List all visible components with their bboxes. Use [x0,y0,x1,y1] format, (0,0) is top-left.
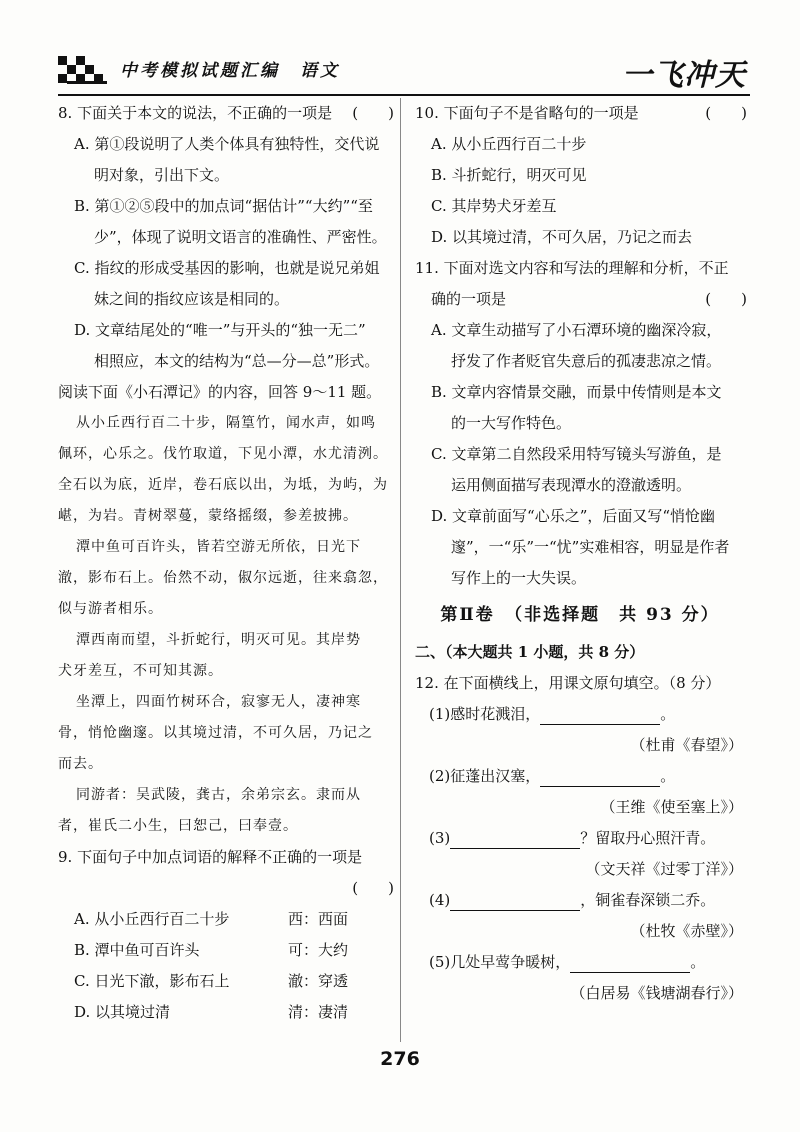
passage-line: 嵁，为岩。青树翠蔓，蒙络摇缀，参差披拂。 [58,508,358,524]
column-divider [400,98,401,1042]
q8-stem: 8. 下面关于本文的说法，不正确的一项是 ( ) [50,98,400,129]
fill-item: (1)感时花溅泪， 。 [429,705,676,723]
passage-line: 澈，影布石上。佁然不动，俶尔远逝，往来翕忽， [58,570,388,586]
passage-line: 同游者：吴武陵，龚古，余弟宗玄。隶而从 [76,787,361,803]
q8-option-d-cont: 相照应，本文的结构为“总—分—总”形式。 [94,352,380,370]
q9-option-b: B. 潭中鱼可百许头 可：大约 [50,935,400,966]
q8-option-b: B. 第①②⑤段中的加点词“据估计”“大约”“至 [74,197,373,215]
q9-gloss: 澈：穿透 [288,972,349,990]
q10-option-a: A. 从小丘西行百二十步 [431,135,587,153]
answer-paren: ( ) [705,104,747,122]
answer-blank[interactable] [570,954,690,973]
fill-item: (3) ？留取丹心照汗青。 [429,829,716,847]
reading-intro: 阅读下面《小石潭记》的内容，回答 9～11 题。 [58,383,382,401]
passage-line: 潭中鱼可百许头，皆若空游无所依，日光下 [76,539,361,555]
q10-option-d: D. 以其境过清，不可久居，乃记之而去 [431,228,693,246]
passage-line: 从小丘西行百二十步，隔篁竹，闻水声，如鸣 [76,415,376,431]
answer-blank[interactable] [450,830,580,849]
right-column [407,98,753,1009]
answer-paren: ( ) [352,104,394,122]
fill-source: （杜牧《赤壁》） [630,922,743,940]
fill-item: (5)几处早莺争暖树， 。 [429,953,706,971]
q11-option-d: D. 文章前面写“心乐之”，后面又写“悄怆幽 [431,507,716,525]
q9-stem: 9. 下面句子中加点词语的解释不正确的一项是 [58,848,363,866]
answer-blank[interactable] [540,768,660,787]
answer-paren: ( ) [705,290,747,308]
header-rule [58,94,750,96]
passage-line: 坐潭上，四面竹树环合，寂寥无人，凄神寒 [76,694,361,710]
q8-option-d: D. 文章结尾处的“唯一”与开头的“独一无二” [74,321,366,339]
q9-gloss: 可：大约 [288,941,349,959]
header-title: 中考模拟试题汇编 语文 [120,61,340,81]
q8-option-a-cont: 明对象，引出下文。 [94,166,230,184]
passage-line: 佩环，心乐之。伐竹取道，下见小潭，水尤清洌。 [58,446,388,462]
q9-option-d: D. 以其境过清 清：凄清 [50,997,400,1028]
q9-gloss: 西：西面 [288,910,349,928]
q8-option-a: A. 第①段说明了人类个体具有独特性，交代说 [74,135,380,153]
q10-option-c: C. 其岸势犬牙差互 [431,197,557,215]
q9-gloss: 清：凄清 [288,1003,349,1021]
fill-item: (4) ，铜雀春深锁二乔。 [429,891,716,909]
fill-source: （王维《使至塞上》） [600,798,743,816]
passage-line: 潭西南而望，斗折蛇行，明灭可见。其岸势 [76,632,361,648]
section-title: 第Ⅱ卷 （非选择题 共 93 分） [440,605,720,625]
q10-option-b: B. 斗折蛇行，明灭可见 [431,166,587,184]
q12-stem: 12. 在下面横线上，用课文原句填空。（8 分） [415,674,721,692]
q11-option-c: C. 文章第二自然段采用特写镜头写游鱼，是 [431,445,722,463]
q11-option-b: B. 文章内容情景交融，而景中传情则是本文 [431,383,722,401]
q9-option-a: A. 从小丘西行百二十步 西：西面 [50,904,400,935]
q11-stem-cont: 确的一项是 ( ) [407,284,753,315]
part2-heading: 二、（本大题共 1 小题，共 8 分） [415,643,645,661]
passage-line: 骨，悄怆幽邃。以其境过清，不可久居，乃记之 [58,725,373,741]
checker-logo-icon [58,56,128,90]
q11-option-a-cont: 抒发了作者贬官失意后的孤凄悲凉之情。 [451,352,722,370]
page-number: 276 [380,1048,420,1070]
q10-stem: 10. 下面句子不是省略句的一项是 ( ) [407,98,753,129]
q9-option-c: C. 日光下澈，影布石上 澈：穿透 [50,966,400,997]
q11-option-b-cont: 的一大写作特色。 [451,414,572,432]
answer-blank[interactable] [540,706,660,725]
page-header [40,40,760,96]
q11-option-d-cont: 邃”，一“乐”一“忧”实难相容，明显是作者 [451,538,730,556]
q11-option-a: A. 文章生动描写了小石潭环境的幽深冷寂， [431,321,722,339]
passage-line: 全石以为底，近岸，卷石底以出，为坻，为屿，为 [58,477,388,493]
fill-item: (2)征蓬出汉塞， 。 [429,767,676,785]
q9-paren-line [50,873,400,904]
header-brand: 一飞冲天 [622,58,746,93]
left-column [50,98,400,1028]
q11-stem: 11. 下面对选文内容和写法的理解和分析，不正 [415,259,729,277]
q11-option-d-cont: 写作上的一大失误。 [451,569,587,587]
answer-paren: ( ) [352,879,394,897]
q8-option-c-cont: 妹之间的指纹应该是相同的。 [94,290,290,308]
passage-line: 而去。 [58,756,103,772]
answer-blank[interactable] [450,892,580,911]
passage-line: 犬牙差互，不可知其源。 [58,663,223,679]
fill-source: （杜甫《春望》） [630,736,743,754]
q11-option-c-cont: 运用侧面描写表现潭水的澄澈透明。 [451,476,692,494]
fill-source: （文天祥《过零丁洋》） [585,860,743,878]
passage-line: 者，崔氏二小生，曰恕己，曰奉壹。 [58,818,298,834]
passage-line: 似与游者相乐。 [58,601,163,617]
q8-option-c: C. 指纹的形成受基因的影响，也就是说兄弟姐 [74,259,380,277]
fill-source: （白居易《钱塘湖春行》） [570,984,743,1002]
q8-option-b-cont: 少”，体现了说明文语言的准确性、严密性。 [94,228,387,246]
